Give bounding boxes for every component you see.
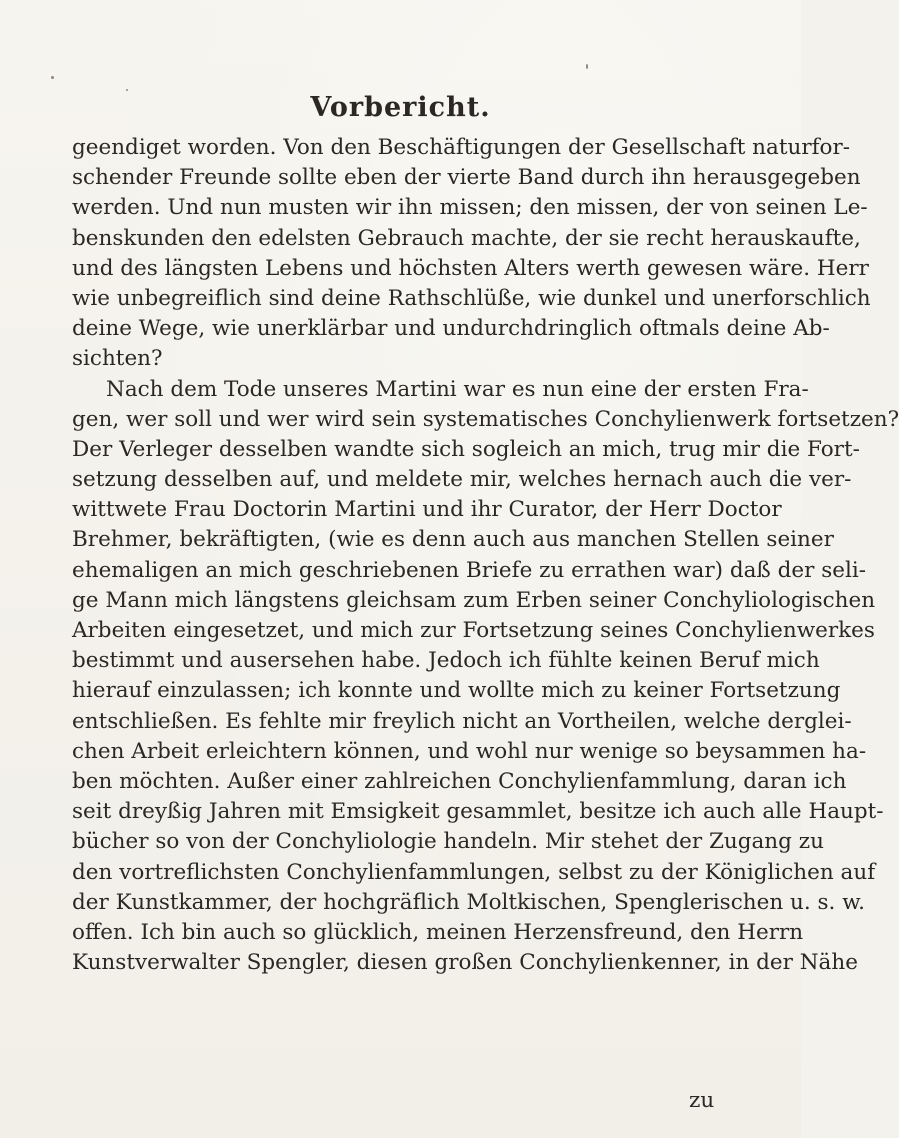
text-line: den vortreflichsten Conchylienfammlungen, selbst zu der Königlichen auf [72,859,876,885]
text-line: werden. Und nun musten wir ihn missen; den missen, der von seinen Le- [72,195,868,221]
text-line: setzung desselben auf, und meldete mir, welches hernach auch die ver- [72,467,852,493]
paper-speck [51,76,54,79]
text-line: schender Freunde sollte eben der vierte Band durch ihn herausgegeben [72,165,861,191]
text-line: bücher so von der Conchyliologie handeln. Mir stehet der Zugang zu [72,829,824,855]
text-line: ehemaligen an mich geschriebenen Briefe zu errathen war) daß der seli- [72,557,866,583]
text-line: und des längsten Lebens und höchsten Alters werth gewesen wäre. Herr [72,255,869,281]
catchword: zu [689,1088,715,1113]
text-line: wittwete Frau Doctorin Martini und ihr Curator, der Herr Doctor [72,497,782,523]
text-line: gen, wer soll und wer wird sein systematisches Conchylienwerk fortsetzen? [72,406,899,432]
text-line: benskunden den edelsten Gebrauch machte, der sie recht herauskaufte, [72,225,861,251]
text-line: ben möchten. Außer einer zahlreichen Conchylienfammlung, daran ich [72,768,847,794]
paper-speck [126,89,128,91]
text-line: Der Verleger desselben wandte sich sogleich an mich, trug mir die Fort- [72,436,860,462]
text-line: Nach dem Tode unseres Martini war es nun eine der ersten Fra- [106,376,809,402]
text-line: Brehmer, bekräftigten, (wie es denn auch aus manchen Stellen seiner [72,527,834,553]
text-line: bestimmt und ausersehen habe. Jedoch ich fühlte keinen Beruf mich [72,648,820,674]
text-line: Kunstverwalter Spengler, diesen großen Conchylienkenner, in der Nähe [72,950,858,976]
paper-speck [586,64,588,69]
text-line: seit dreyßig Jahren mit Emsigkeit gesammlet, besitze ich auch alle Haupt- [72,799,884,825]
text-line: wie unbegreiflich sind deine Rathschlüße, wie dunkel und unerforschlich [72,285,871,311]
text-line: sichten? [72,346,163,372]
text-line: deine Wege, wie unerklärbar und undurchdringlich oftmals deine Ab- [72,316,830,342]
text-line: geendiget worden. Von den Beschäftigungen der Gesellschaft naturfor- [72,135,851,160]
page-heading: Vorbericht. [310,92,491,123]
text-line: offen. Ich bin auch so glücklich, meinen Herzensfreund, den Herrn [72,919,804,945]
text-line: hierauf einzulassen; ich konnte und wollte mich zu keiner Fortsetzung [72,678,841,704]
text-line: Arbeiten eingesetzet, und mich zur Fortsetzung seines Conchylienwerkes [72,618,875,643]
text-line: chen Arbeit erleichtern können, und wohl nur wenige so beysammen ha- [72,738,867,764]
body-text [72,133,899,978]
text-line: der Kunstkammer, der hochgräflich Moltkischen, Spenglerischen u. s. w. [72,889,865,915]
text-line: entschließen. Es fehlte mir freylich nicht an Vortheilen, welche derglei- [72,708,852,734]
text-line: ge Mann mich längstens gleichsam zum Erben seiner Conchyliologischen [72,587,876,613]
